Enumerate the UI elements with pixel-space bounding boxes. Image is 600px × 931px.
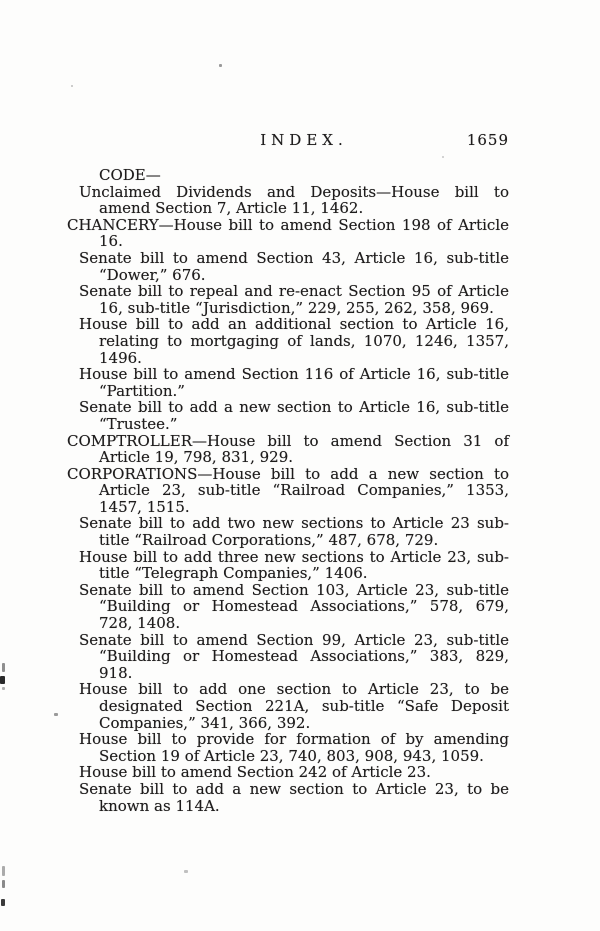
scan-speck [54,713,58,716]
page-title: INDEX. [260,131,348,149]
index-entry: House bill to add an additional section to Article 16, relating to mortgaging of lands, 1070, 1246, 1357, 1496. [79,315,509,367]
scan-speck [1,899,5,906]
scan-speck [2,687,5,690]
index-entry: Senate bill to add a new section to Article 23, to be known as 114A. [79,779,509,815]
page-header [99,131,509,151]
index-entry: House bill to add three new sections to Article 23, sub-title “Telegraph Companies,” 1406. [79,547,509,583]
scan-speck [2,663,5,672]
scan-speck [71,85,73,87]
index-entries [67,166,509,815]
index-entry: Senate bill to amend Section 103, Article 23, sub-title “Building or Homestead Associations,” 578, 679, 728, 1408. [79,580,509,633]
index-entry: House bill to add one section to Article 23, to be designated Section 221A, sub-title “Safe Deposit Companies,” 341, 366, 392. [79,680,509,732]
index-entry: Senate bill to amend Section 43, Article 16, sub-title “Dower,” 676. [79,248,509,284]
scan-speck [184,870,188,873]
index-entry: Senate bill to add a new section to Article 16, sub-title “Trustee.” [79,398,509,433]
index-entry: CORPORATIONS—House bill to add a new section to Article 23, sub-title “Railroad Companies,” 1353, 1457, 1515. [67,464,509,516]
index-entry: Senate bill to amend Section 99, Article 23, sub-title “Building or Homestead Associations,” 383, 829, 918. [79,630,509,682]
index-entry: COMPTROLLER—House bill to amend Section 31 of Article 19, 798, 831, 929. [67,431,509,467]
index-entry: CHANCERY—House bill to amend Section 198 of Article 16. [67,215,509,251]
scan-speck [219,64,222,67]
scan-speck [2,866,5,876]
index-entry: Unclaimed Dividends and Deposits—House bill to amend Section 7, Article 11, 1462. [79,182,509,218]
scan-speck [2,880,5,888]
index-entry: House bill to amend Section 242 of Article 23. [79,763,431,782]
index-heading: CODE— [99,166,161,184]
index-entry: House bill to provide for formation of by amending Section 19 of Article 23, 740, 803, 908, 943, 1059. [79,730,509,765]
index-entry: Senate bill to repeal and re-enact Section 95 of Article 16, sub-title “Jurisdiction,” 229, 255, 262, 358, 969. [79,282,509,317]
index-entry: Senate bill to add two new sections to Article 23 sub-title “Railroad Corporations,” 487, 678, 729. [79,514,509,550]
page-number: 1659 [466,131,509,149]
scan-speck [442,156,444,158]
index-entry: House bill to amend Section 116 of Article 16, sub-title “Partition.” [79,365,509,400]
scan-speck [0,676,5,684]
